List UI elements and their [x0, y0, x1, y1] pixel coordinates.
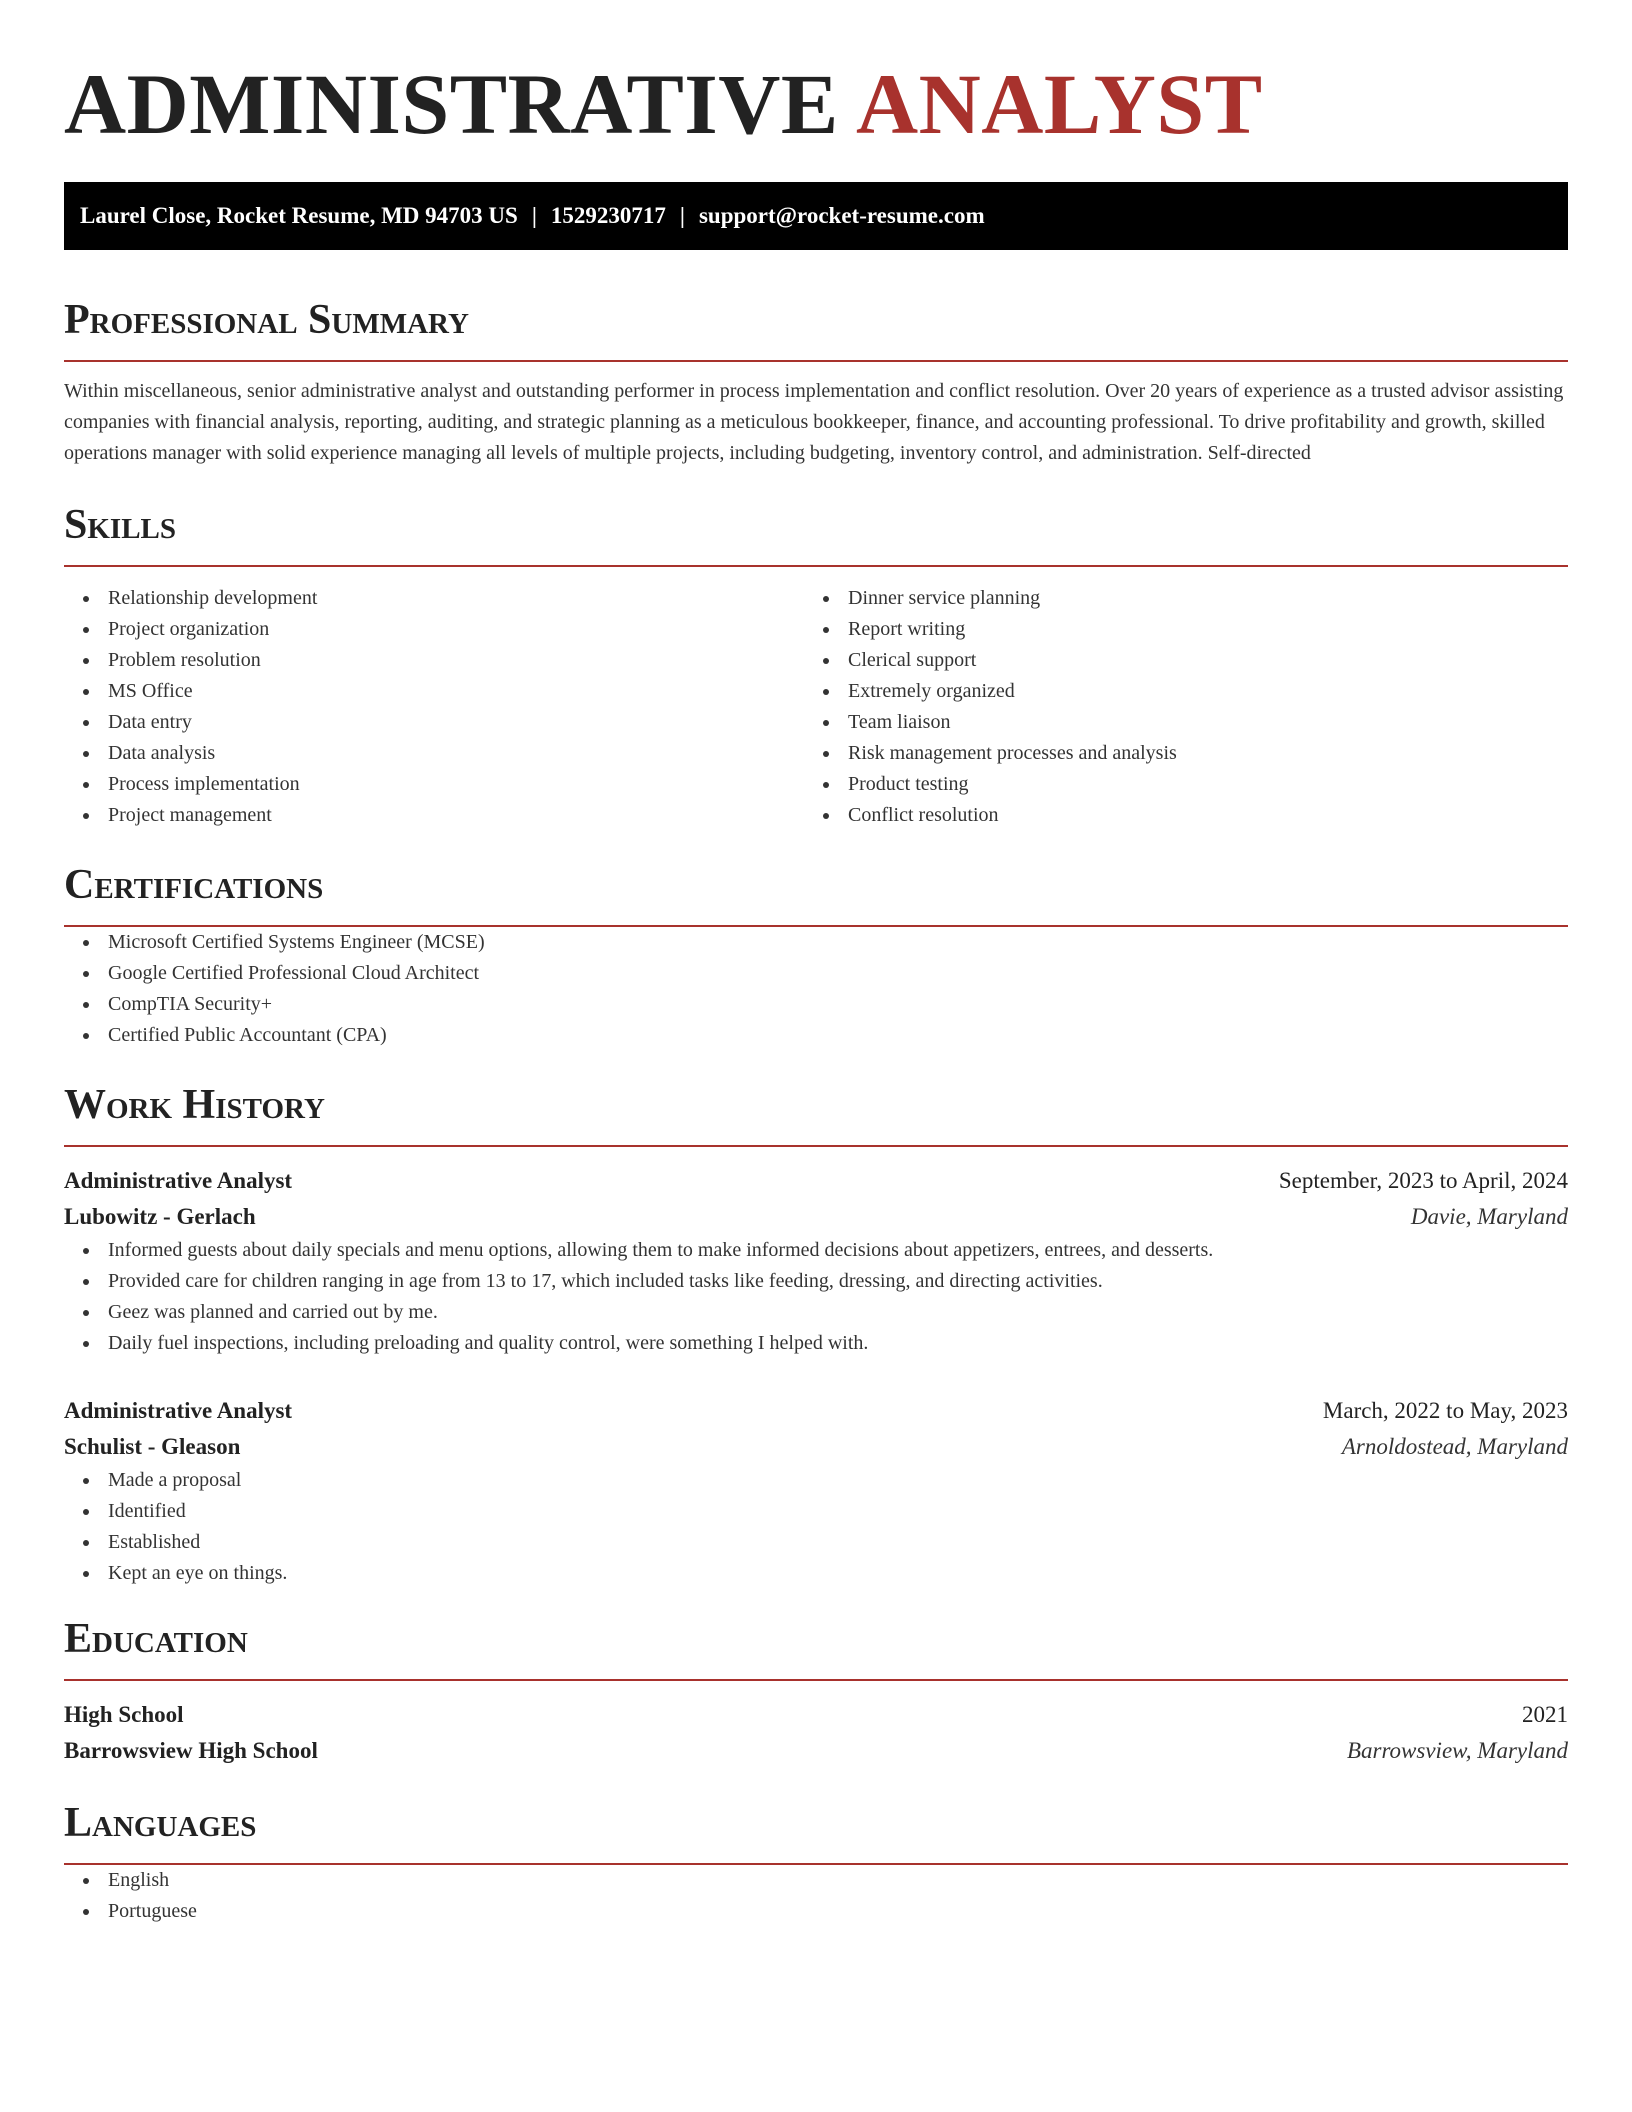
skill-item: MS Office: [64, 676, 804, 707]
certification-item: CompTIA Security+: [64, 989, 1568, 1020]
job-location: Davie, Maryland: [1410, 1204, 1568, 1229]
skill-item: Relationship development: [64, 583, 804, 614]
education-degree: High School: [64, 1702, 184, 1727]
skill-item: Dinner service planning: [804, 583, 1544, 614]
job-header-row: [64, 1163, 1568, 1199]
title-part-2: ANALYST: [856, 56, 1263, 152]
languages-section: [64, 1797, 1568, 1927]
certifications-section: [64, 859, 1568, 1051]
job-dates: March, 2022 to May, 2023: [1322, 1398, 1568, 1423]
education-school-row: [64, 1733, 1568, 1769]
summary-text: Within miscellaneous, senior administrative analyst and outstanding performer in process implementation and conflict resolution. Over 20 years of experience as a trusted advisor assisting companies with financial analysis, reporting, auditing, and strategic planning as a meticulous bookkeeper, finance, and accounting professional. To drive profitability and growth, skilled operations manager with solid experience managing all levels of multiple projects, including budgeting, inventory control, and administration. Self-directed: [64, 380, 1564, 464]
certification-item: Google Certified Professional Cloud Architect: [64, 958, 1568, 989]
job-header-row: [64, 1393, 1568, 1429]
title-part-1: ADMINISTRATIVE: [64, 56, 839, 152]
job-entry: [64, 1393, 1568, 1589]
language-item: Portuguese: [64, 1896, 1568, 1927]
job-bullet: Made a proposal: [64, 1465, 1568, 1496]
skills-grid: [64, 583, 1568, 831]
education-section: [64, 1613, 1568, 1769]
job-bullets: [64, 1235, 1568, 1359]
job-bullet: Informed guests about daily specials and menu options, allowing them to make informed decisions about appetizers, entrees, and desserts.: [64, 1235, 1568, 1266]
education-school: Barrowsview High School: [64, 1738, 318, 1763]
language-item: English: [64, 1865, 1568, 1896]
job-bullet: Identified: [64, 1496, 1568, 1527]
contact-phone: 1529230717: [550, 203, 666, 228]
certifications-heading: Certifications: [64, 862, 324, 908]
resume-title: [64, 58, 1568, 150]
work-history-heading: Work History: [64, 1082, 325, 1128]
education-year: 2021: [1522, 1702, 1568, 1727]
skills-heading: Skills: [64, 502, 177, 548]
job-location: Arnoldostead, Maryland: [1341, 1434, 1568, 1459]
section-divider: [64, 1679, 1568, 1681]
summary-section: [64, 294, 1568, 469]
skill-item: Problem resolution: [64, 645, 804, 676]
job-role: Administrative Analyst: [64, 1398, 293, 1423]
skill-item: Extremely organized: [804, 676, 1544, 707]
skill-item: Risk management processes and analysis: [804, 738, 1544, 769]
work-history-section: [64, 1079, 1568, 1589]
languages-heading: Languages: [64, 1800, 257, 1846]
education-entry: [64, 1697, 1568, 1769]
skill-item: Team liaison: [804, 707, 1544, 738]
skill-item: Data entry: [64, 707, 804, 738]
contact-separator: |: [679, 203, 685, 228]
certification-item: Microsoft Certified Systems Engineer (MCSE): [64, 927, 1568, 958]
skill-item: Clerical support: [804, 645, 1544, 676]
job-bullet: Established: [64, 1527, 1568, 1558]
contact-separator: |: [531, 203, 537, 228]
section-divider: [64, 1145, 1568, 1147]
education-heading: Education: [64, 1616, 248, 1662]
education-degree-row: [64, 1697, 1568, 1733]
skill-item: Data analysis: [64, 738, 804, 769]
job-bullet: Kept an eye on things.: [64, 1558, 1568, 1589]
job-company: Lubowitz - Gerlach: [64, 1204, 256, 1229]
job-company-row: [64, 1429, 1568, 1465]
job-dates: September, 2023 to April, 2024: [1278, 1168, 1568, 1193]
skills-section: [64, 499, 1568, 831]
job-company: Schulist - Gleason: [64, 1434, 241, 1459]
contact-address: Laurel Close, Rocket Resume, MD 94703 US: [80, 203, 518, 228]
job-role: Administrative Analyst: [64, 1168, 293, 1193]
skills-column-right: [804, 583, 1544, 831]
skill-item: Project organization: [64, 614, 804, 645]
contact-email: support@rocket-resume.com: [698, 203, 985, 228]
skill-item: Product testing: [804, 769, 1544, 800]
section-divider: [64, 360, 1568, 362]
skill-item: Report writing: [804, 614, 1544, 645]
job-bullets: [64, 1465, 1568, 1589]
job-entry: [64, 1163, 1568, 1359]
certification-item: Certified Public Accountant (CPA): [64, 1020, 1568, 1051]
education-location: Barrowsview, Maryland: [1346, 1738, 1568, 1763]
job-bullet: Geez was planned and carried out by me.: [64, 1297, 1568, 1328]
contact-bar: [64, 182, 1568, 250]
skill-item: Project management: [64, 800, 804, 831]
skill-item: Process implementation: [64, 769, 804, 800]
section-divider: [64, 565, 1568, 567]
languages-list: [64, 1865, 1568, 1927]
skills-column-left: [64, 583, 804, 831]
summary-heading: Professional Summary: [64, 297, 469, 343]
job-company-row: [64, 1199, 1568, 1235]
skill-item: Conflict resolution: [804, 800, 1544, 831]
certifications-list: [64, 927, 1568, 1051]
job-bullet: Daily fuel inspections, including preloading and quality control, were something I helped with.: [64, 1328, 1568, 1359]
job-bullet: Provided care for children ranging in age from 13 to 17, which included tasks like feeding, dressing, and directing activities.: [64, 1266, 1568, 1297]
